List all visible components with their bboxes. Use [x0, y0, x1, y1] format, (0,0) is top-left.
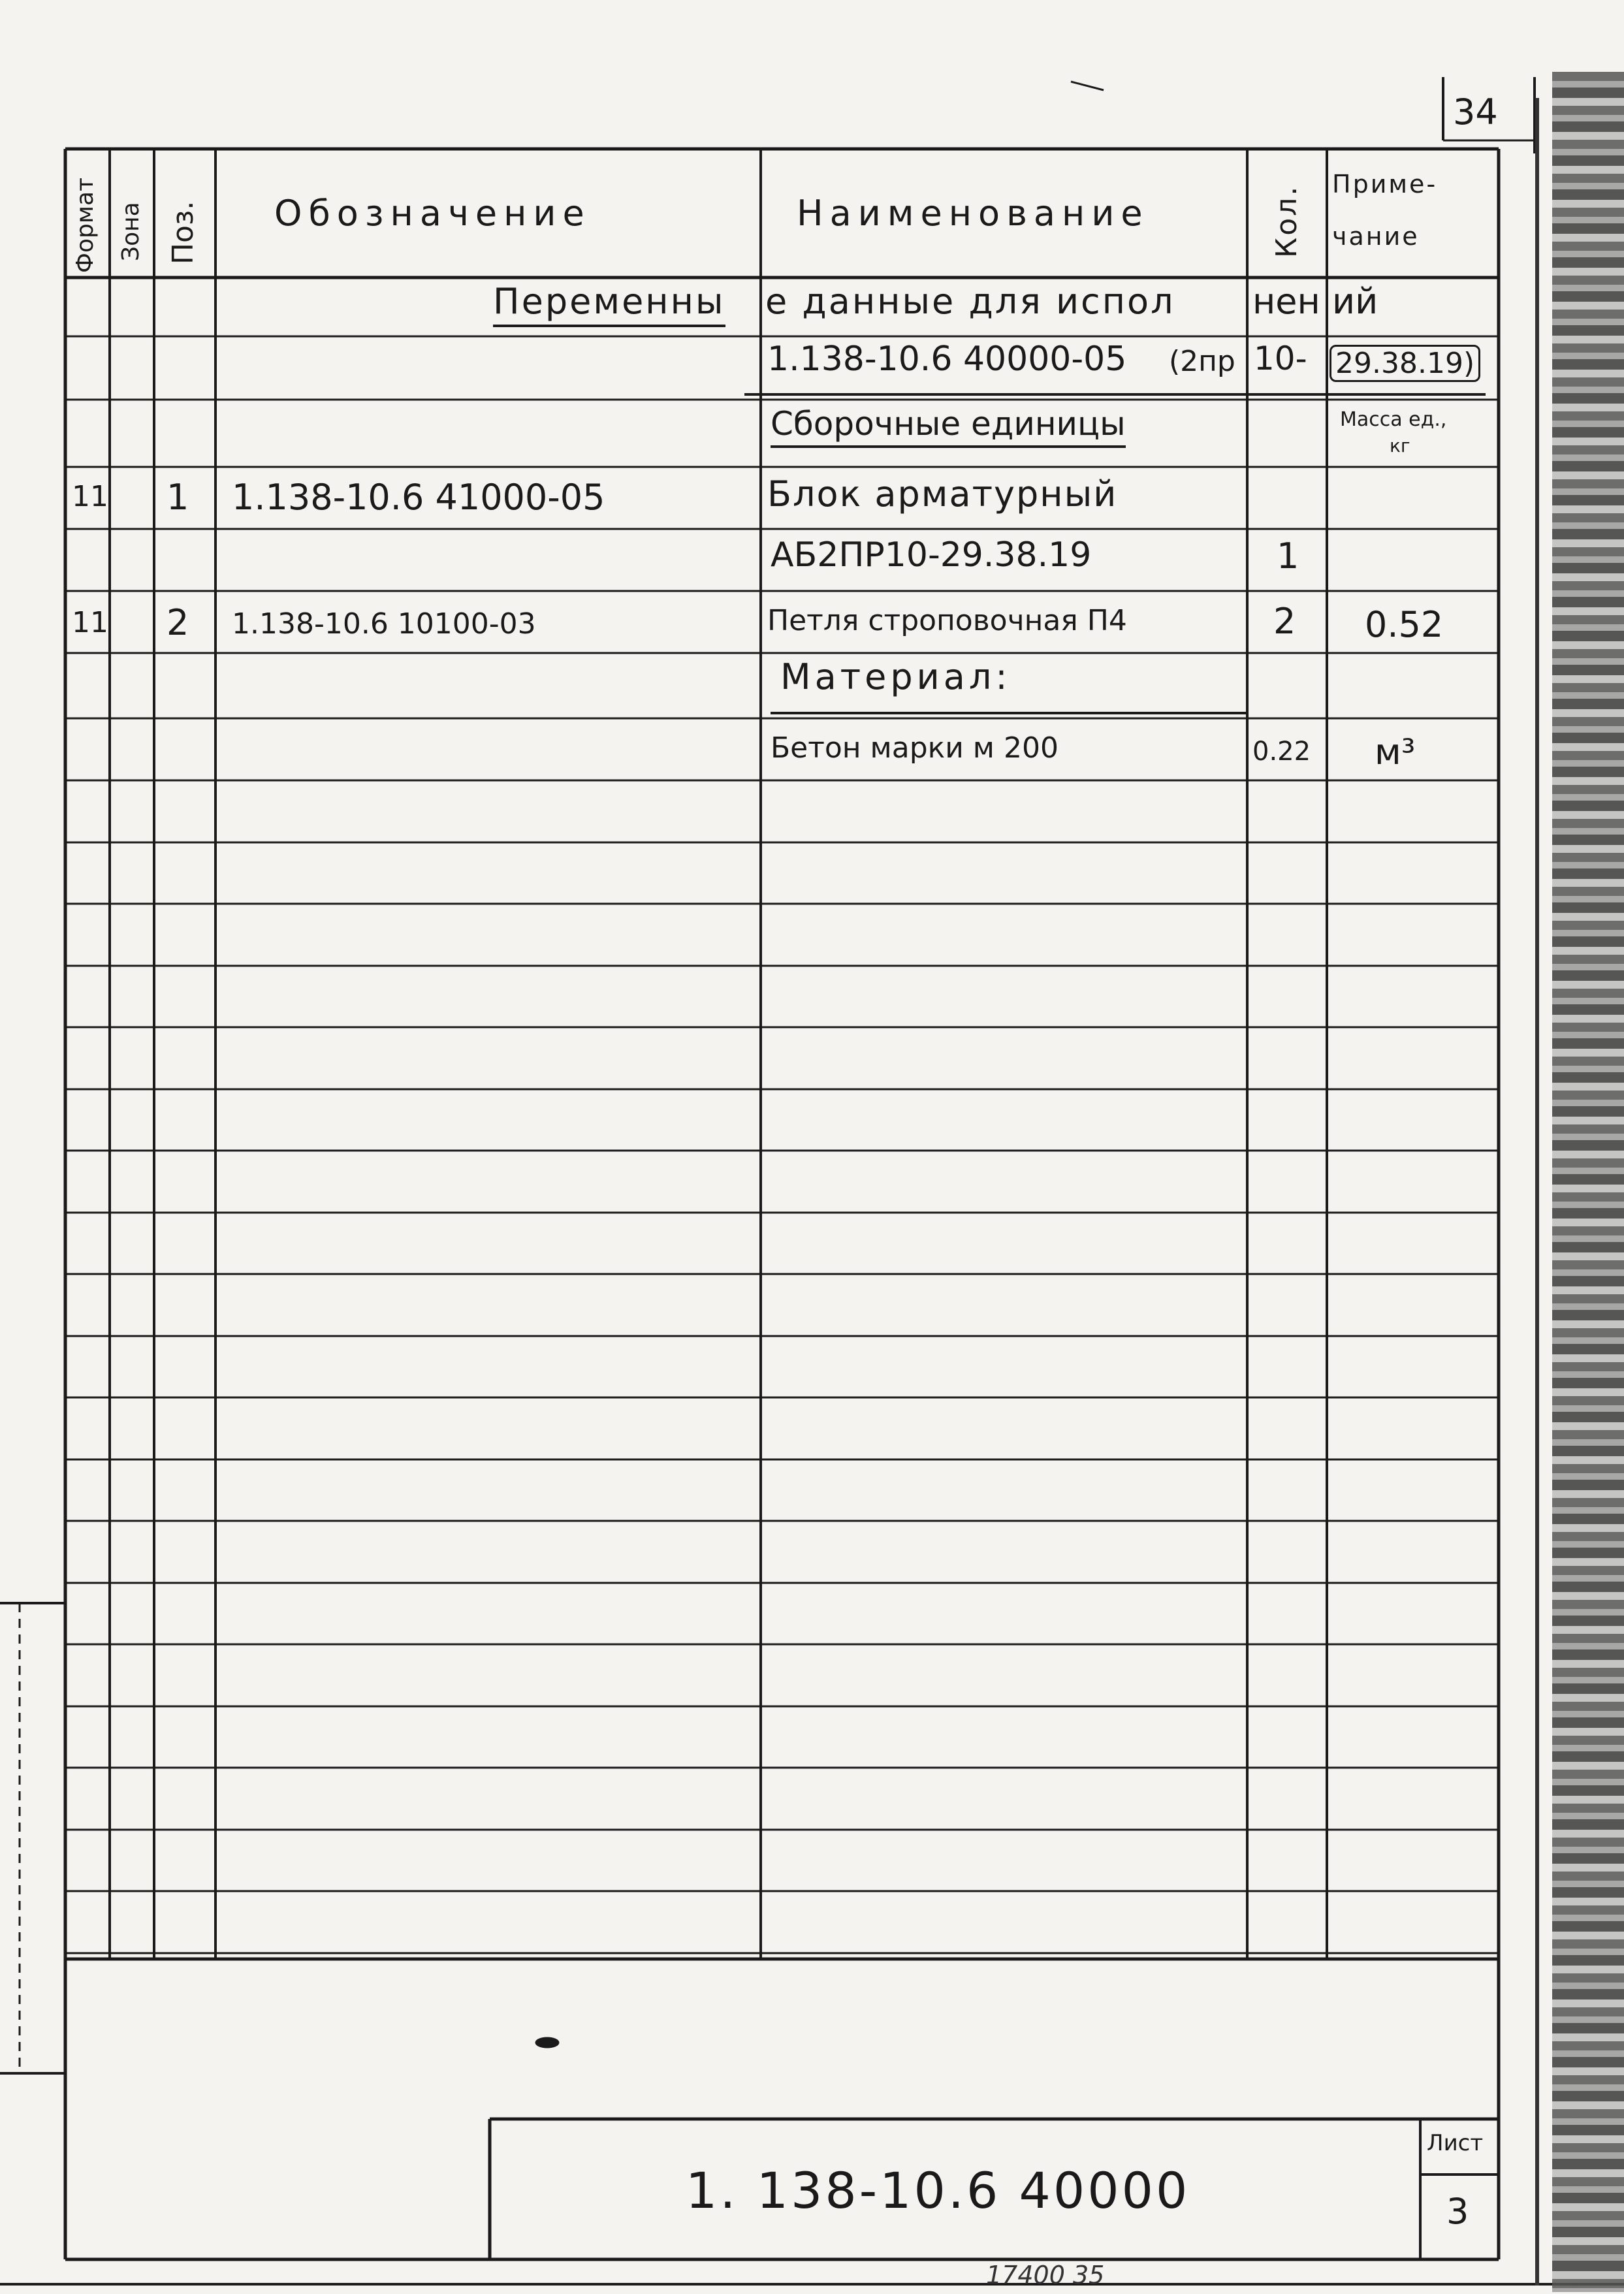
row1b-qty: 1 [1277, 535, 1299, 577]
row2-pos: 2 [167, 602, 189, 643]
stamp-doc-code: 1. 138-10.6 40000 [686, 2161, 1190, 2220]
page-corner-number: 34 [1453, 91, 1498, 133]
scan-edge-line [1535, 98, 1539, 2286]
header-qty: Кол. [1270, 184, 1303, 258]
row2-qty: 2 [1273, 601, 1296, 642]
material-title: Материал: [780, 656, 1011, 697]
row3-qty: 0.22 [1252, 737, 1311, 767]
variant-underline [744, 393, 1486, 396]
variable-data-title-a: Переменны [493, 281, 725, 327]
variant-code-a: 1.138-10.6 40000-05 [767, 340, 1127, 379]
header-designation: Обозначение [274, 193, 591, 234]
assembly-units-title: Сборочные единицы [771, 405, 1126, 448]
material-underline [771, 712, 1247, 714]
row3-name: Бетон марки м 200 [771, 731, 1059, 765]
variant-code-d: 29.38.19) [1329, 345, 1480, 382]
row1-format: 11 [72, 480, 108, 513]
row2-note: 0.52 [1365, 604, 1444, 645]
row2-name: Петля строповочная П4 [767, 604, 1127, 637]
header-note-line1: Приме- [1332, 170, 1438, 199]
mass-unit-line1: Масса ед., [1340, 408, 1447, 431]
variable-data-title-b: е данные для испол [765, 281, 1175, 322]
row3-note: м³ [1375, 731, 1416, 773]
variant-code-b: (2пр [1169, 345, 1235, 378]
header-format: Формат [72, 177, 99, 273]
variant-code-c: 10- [1254, 340, 1307, 377]
header-note-line2: чание [1332, 222, 1420, 251]
row2-format: 11 [72, 606, 108, 639]
row1-designation: 1.138-10.6 41000-05 [232, 477, 605, 518]
variable-data-title-c: нен [1252, 281, 1320, 322]
stamp-sheet-label: Лист [1427, 2130, 1484, 2156]
footer-note: 17400 35 [986, 2261, 1105, 2289]
header-zone: Зона [118, 202, 144, 261]
row1-pos: 1 [167, 477, 189, 518]
row1-name: Блок арматурный [767, 473, 1118, 515]
row2-designation: 1.138-10.6 10100-03 [232, 607, 536, 641]
header-name: Наименование [797, 193, 1149, 234]
mass-unit-line2: кг [1390, 435, 1410, 456]
stamp-sheet-number: 3 [1446, 2191, 1469, 2232]
row1b-name: АБ2ПР10-29.38.19 [771, 535, 1092, 575]
scan-edge-artifact [1552, 72, 1624, 2292]
variable-data-title-d: ий [1332, 281, 1378, 322]
header-pos: Поз. [167, 200, 200, 264]
